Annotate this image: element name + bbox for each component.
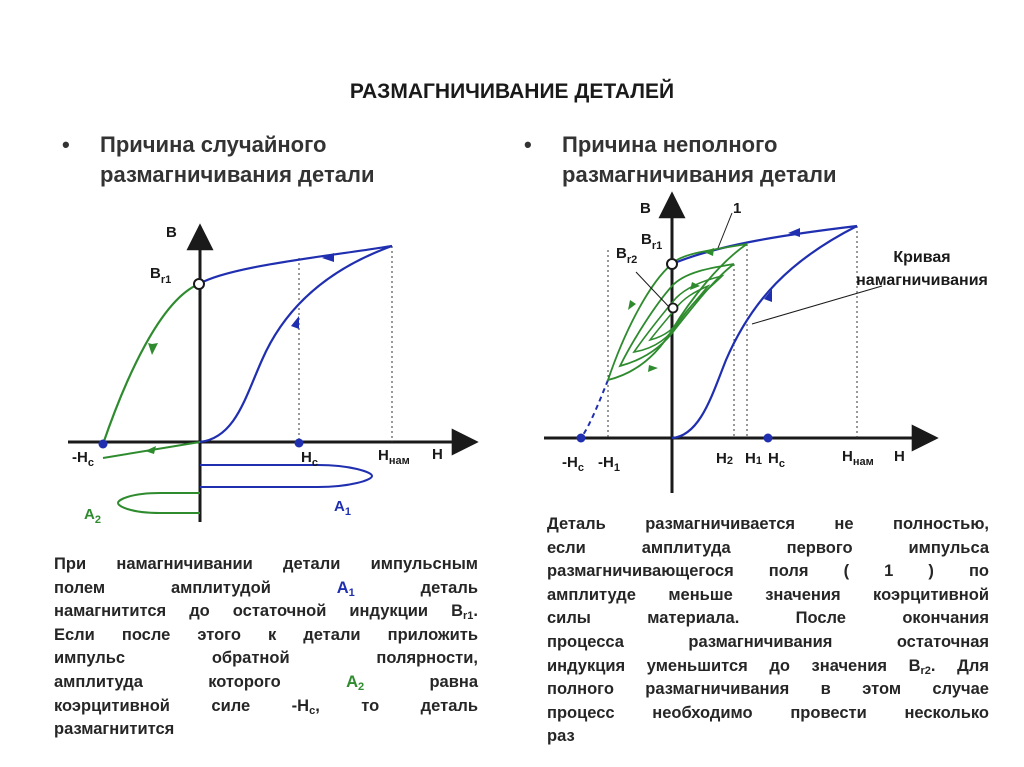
left-text-line: размагнитится — [54, 720, 175, 739]
left-text-line: полем амплитудой $A_1$ деталь — [54, 578, 478, 599]
left-text-line: намагнитится до остаточной индукции $B_{r1}$. — [54, 602, 478, 623]
right-br1-label: $B_{r1}$ — [641, 231, 663, 252]
left-a2-label: $A_2$ — [84, 506, 101, 526]
right-heading-line2: размагничивания детали — [562, 162, 837, 187]
right-text-line: если амплитуда первого импульса — [547, 538, 989, 557]
right-hnam-label: $H_{нам}$ — [842, 448, 874, 468]
right-arrow-head — [704, 248, 714, 256]
left-diagram — [68, 224, 476, 526]
right-br2-point — [669, 304, 678, 313]
left-heading-line1: Причина случайного — [100, 132, 327, 157]
left-hc-point — [295, 439, 304, 448]
right-text-line: амплитуде меньше значения коэрцитивной — [547, 585, 989, 604]
right-text-line: процесс необходимо провести несколько — [547, 703, 989, 722]
right-green-loop-3 — [634, 276, 722, 352]
right-magnetization-curve — [672, 226, 857, 438]
left-description — [54, 553, 478, 742]
right-curve-label-2: намагничивания — [856, 272, 988, 289]
left-arrow-head — [148, 343, 158, 355]
left-hc-label: $H_c$ — [301, 449, 318, 469]
left-a1-label: $A_1$ — [334, 498, 351, 518]
right-br2-label: $B_{r2}$ — [616, 245, 638, 266]
bullet-dot: • — [62, 132, 70, 157]
right-return-branch — [672, 226, 857, 264]
left-arrow-head — [291, 316, 299, 329]
right-text-line: индукция уменьшится до значения $B_{r2}$. Для — [547, 656, 989, 677]
left-text-line: Если после этого к детали приложить — [54, 625, 478, 644]
right-text-line: раз — [547, 727, 575, 746]
left-pulse-a1 — [200, 465, 372, 487]
right-neg-h1-label: $-H_1$ — [598, 454, 620, 474]
right-leader-1 — [718, 213, 732, 248]
right-diagram — [544, 194, 988, 493]
left-return-branch — [199, 246, 392, 284]
right-dashed-branch — [581, 380, 608, 438]
left-text-line: амплитуда которого $A_2$ равна — [54, 672, 478, 693]
right-h1-label: H1 — [745, 450, 762, 467]
left-magnetization-curve — [200, 246, 392, 442]
left-pulse-a2 — [118, 493, 200, 513]
left-neg-hc-label: $-H_c$ — [72, 449, 94, 469]
left-br1-point — [194, 279, 204, 289]
right-arrow-head — [628, 300, 636, 310]
right-h2-label: H2 — [716, 450, 733, 467]
left-neg-hc-point — [99, 440, 108, 449]
left-text-line: коэрцитивной силе $-H_c$, то деталь — [54, 696, 479, 717]
right-b-axis-label: B — [640, 200, 651, 217]
left-text-line: импульс обратной полярности, — [54, 649, 478, 668]
page-title: РАЗМАГНИЧИВАНИЕ ДЕТАЛЕЙ — [349, 80, 675, 103]
left-hnam-label: $H_{нам}$ — [378, 447, 410, 467]
right-green-loop-4 — [650, 286, 708, 340]
right-text-line: размагничивающегося поля ( 1 ) по — [547, 562, 989, 581]
right-text-line: силы материала. После окончания — [547, 609, 989, 628]
right-hc-point — [764, 434, 773, 443]
right-h-axis-label: H — [894, 448, 905, 465]
bullet-dot: • — [524, 132, 532, 157]
left-text-line: При намагничивании детали импульсным — [54, 555, 478, 573]
right-curve-label-1: Кривая — [893, 249, 951, 266]
right-loop-1-label: 1 — [733, 200, 742, 217]
right-text-line: процесса размагничивания остаточная — [547, 632, 989, 651]
right-text-line: Деталь размагничивается не полностью, — [547, 515, 989, 533]
left-br1-label: $B_{r1}$ — [150, 265, 172, 286]
right-br1-point — [667, 259, 677, 269]
right-text-line: полного размагничивания в этом случае — [547, 680, 989, 699]
left-heading-line2: размагничивания детали — [100, 162, 375, 187]
right-hc-label: $H_c$ — [768, 450, 785, 470]
right-arrow-head — [648, 365, 658, 372]
right-leader-br2 — [636, 272, 670, 308]
left-b-axis-label: B — [166, 224, 177, 241]
right-description — [547, 513, 989, 749]
right-neg-hc-label: $-H_c$ — [562, 454, 584, 474]
right-neg-hc-point — [577, 434, 586, 443]
right-heading-line1: Причина неполного — [562, 132, 778, 157]
left-h-axis-label: H — [432, 446, 443, 463]
left-demagnetization-branch — [103, 284, 199, 444]
